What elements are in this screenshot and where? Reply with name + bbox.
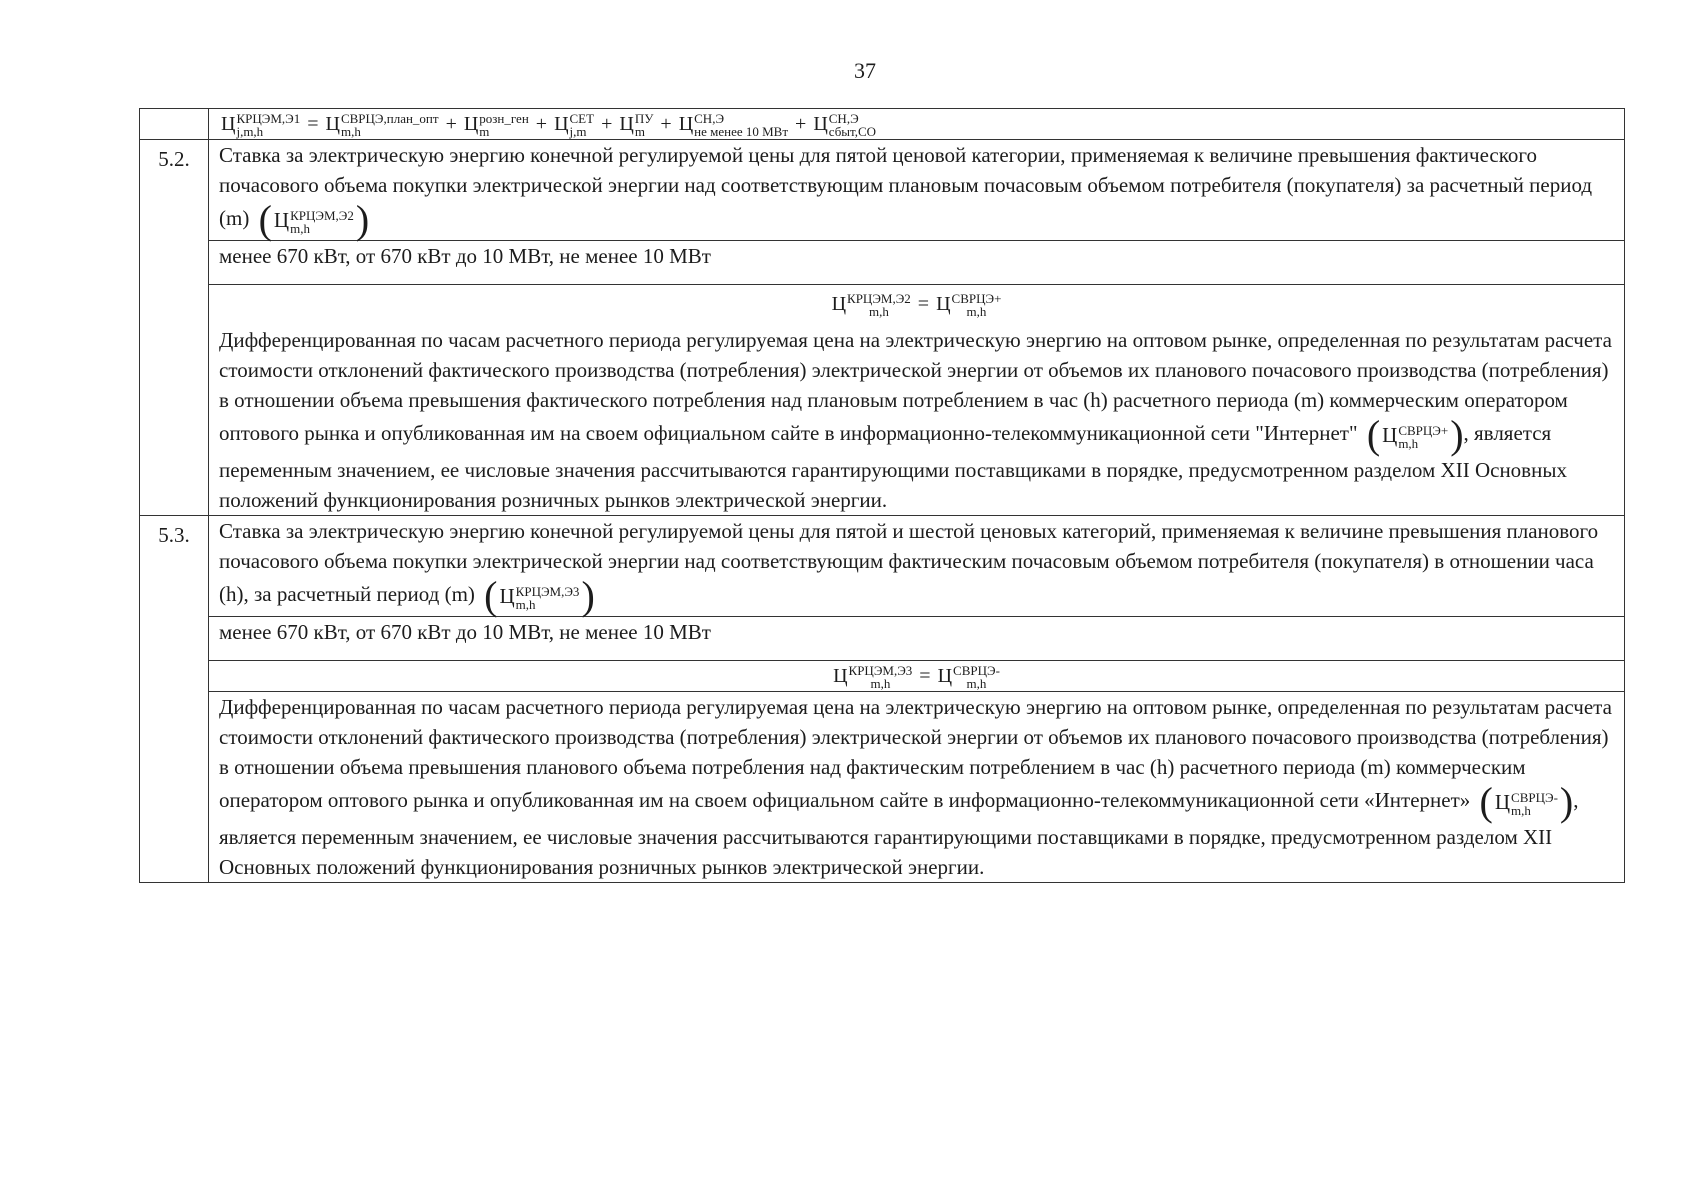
rate-symbol: ( Ц СВРЦЭ- m,h )	[1479, 779, 1574, 824]
plus-sign: +	[660, 113, 672, 135]
formula-row-5-1	[140, 109, 1625, 140]
formula-term: Ц СН,Э сбыт,СО	[813, 111, 877, 140]
plus-sign: +	[535, 113, 548, 135]
formula-term: Ц СН,Э не менее 10 МВт	[678, 111, 789, 140]
equals-sign: =	[307, 113, 319, 135]
formula-term: Ц СВРЦЭ,план_опт m,h	[325, 111, 439, 140]
section-5-3-capacity: менее 670 кВт, от 670 кВт до 10 МВт, не менее 10 МВт	[209, 617, 1625, 661]
section-5-3-formula: Ц КРЦЭМ,Э3 m,h = Ц СВРЦЭ- m,h	[209, 661, 1625, 692]
section-5-3-description-row	[140, 692, 1625, 883]
formula-term: Ц ПУ m	[619, 111, 654, 140]
section-5-2-title: Ставка за электрическую энергию конечной регулируемой цены для пятой ценовой категории, применяемая к величине превышения фактического почасового объема покупки электрической энергии над соответствующим плановым почасовым объемом потребителя (покупателя) за расчетный период (m) ( Ц КРЦЭМ,Э2 m,h )	[209, 140, 1625, 241]
page-number: 37	[854, 58, 876, 83]
section-number-5-3: 5.3.	[140, 516, 209, 883]
plus-sign: +	[795, 113, 807, 135]
plus-sign: +	[601, 113, 613, 135]
section-5-2-description: Дифференцированная по часам расчетного периода регулируемая цена на электрическую энергию на оптовом рынке, определенная по результатам расчета стоимости отклонений фактического производства (потребления) электрической энергии от объемов их планового почасового производства (потребления) в отношении объема превышения фактического потребления над плановым потреблением в час (h) расчетного периода (m) коммерческим оператором оптового рынка и опубликованная им на своем официальном сайте в информационно-телекоммуникационной сети "Интернет" ( Ц СВРЦЭ+ m,h ) , является переменным значением, ее числовые значения рассчитываются гарантирующими поставщиками в порядке, предусмотренном разделом XII Основных положений функционирования розничных рынков электрической энергии.	[219, 328, 1612, 512]
formula-term: Ц розн_ген m	[463, 111, 529, 140]
formula-5-1	[209, 109, 1625, 140]
section-5-3-formula-row	[140, 661, 1625, 692]
rate-symbol: ( Ц КРЦЭМ,Э3 m,h )	[484, 573, 595, 618]
plus-sign: +	[445, 113, 457, 135]
rate-symbol: ( Ц КРЦЭМ,Э2 m,h )	[258, 197, 370, 242]
empty-number-cell	[140, 109, 209, 140]
section-5-3-description: Дифференцированная по часам расчетного периода регулируемая цена на электрическую энергию на оптовом рынке, определенная по результатам расчета стоимости отклонений фактического производства (потребления) электрической энергии от объемов их планового почасового производства (потребления) в отношении объема превышения планового объема потребления над фактическим потреблением в час (h) расчетного периода (m) коммерческим оператором оптового рынка и опубликованная им на своем официальном сайте в информационно-телекоммуникационной сети «Интернет» ( Ц СВРЦЭ- m,h ) , является переменным значением, ее числовые значения рассчитываются гарантирующими поставщиками в порядке, предусмотренном разделом XII Основных положений функционирования розничных рынков электрической энергии.	[209, 692, 1625, 883]
tariff-table	[139, 108, 1625, 883]
section-5-2-formula-row	[140, 285, 1625, 516]
section-5-2-formula-cell	[209, 285, 1625, 516]
formula-term: Ц КРЦЭМ,Э1 j,m,h	[221, 111, 301, 140]
section-5-2-capacity: менее 670 кВт, от 670 кВт до 10 МВт, не менее 10 МВт	[209, 241, 1625, 285]
section-5-3-title: Ставка за электрическую энергию конечной регулируемой цены для пятой и шестой ценовых категорий, применяемая к величине превышения планового почасового объема покупки электрической энергии над соответствующим фактическим почасовым объемом потребителя (покупателя) в отношении часа (h), за расчетный период (m) ( Ц КРЦЭМ,Э3 m,h )	[209, 516, 1625, 617]
section-5-2-capacity-row	[140, 241, 1625, 285]
section-5-3-capacity-row	[140, 617, 1625, 661]
section-number-5-2: 5.2.	[140, 140, 209, 516]
section-5-2-title-row	[140, 140, 1625, 241]
rate-symbol: ( Ц СВРЦЭ+ m,h )	[1366, 412, 1464, 457]
section-5-3-title-row	[140, 516, 1625, 617]
section-5-2-formula: Ц КРЦЭМ,Э2 m,h = Ц СВРЦЭ+ m,h	[831, 291, 1002, 320]
formula-term: Ц СЕТ j,m	[554, 111, 595, 140]
